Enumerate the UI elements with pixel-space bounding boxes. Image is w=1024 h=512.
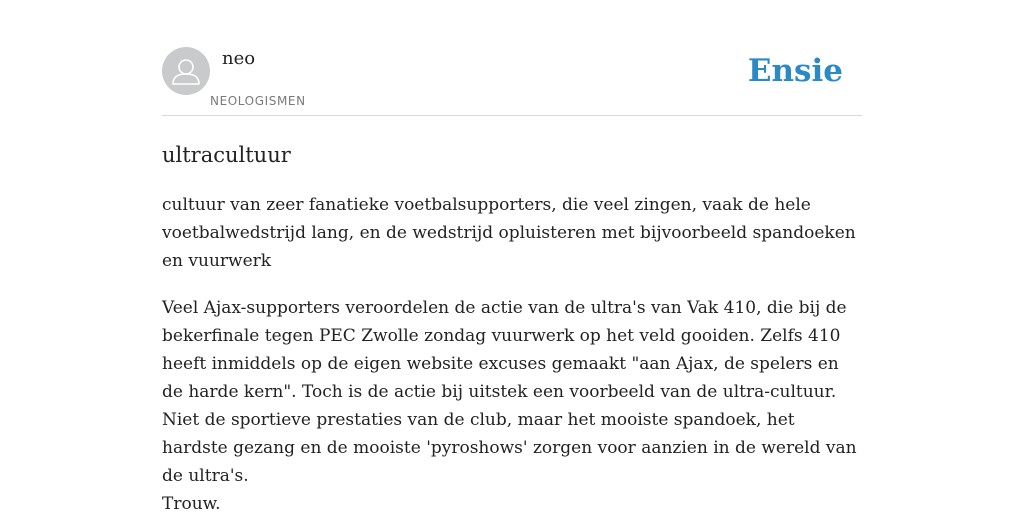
user-avatar-icon[interactable] (162, 47, 210, 95)
username[interactable]: neo (222, 48, 256, 69)
brand-logo[interactable]: Ensie (747, 53, 843, 89)
avatar-silhouette-icon (162, 47, 210, 95)
example-block (162, 294, 862, 512)
example-text: Veel Ajax-supporters veroordelen de actie van de ultra's van Vak 410, die bij de bekerfinale tegen PEC Zwolle zondag vuurwerk op het veld gooiden. Zelfs 410 heeft inmiddels op de eigen website excuses gemaakt "aan Ajax, de spelers en de harde kern". Toch is de actie bij uitstek een voorbeeld van de ultra-cultuur. Niet de sportieve prestaties van de club, maar het mooiste spandoek, het hardste gezang en de mooiste 'pyroshows' zorgen voor aanzien in de wereld van de ultra's. (162, 298, 857, 486)
entry-card (162, 47, 862, 512)
definition-text: cultuur van zeer fanatieke voetbalsupporters, die veel zingen, vaak de hele voetbalwedstrijd lang, en de wedstrijd opluisteren met bijvoorbeeld spandoeken en vuurwerk (162, 195, 856, 271)
example-source: Trouw. (162, 494, 221, 512)
term-title: ultracultuur (162, 143, 291, 167)
collection-label[interactable]: NEOLOGISMEN (210, 94, 306, 108)
entry-header (162, 47, 862, 116)
